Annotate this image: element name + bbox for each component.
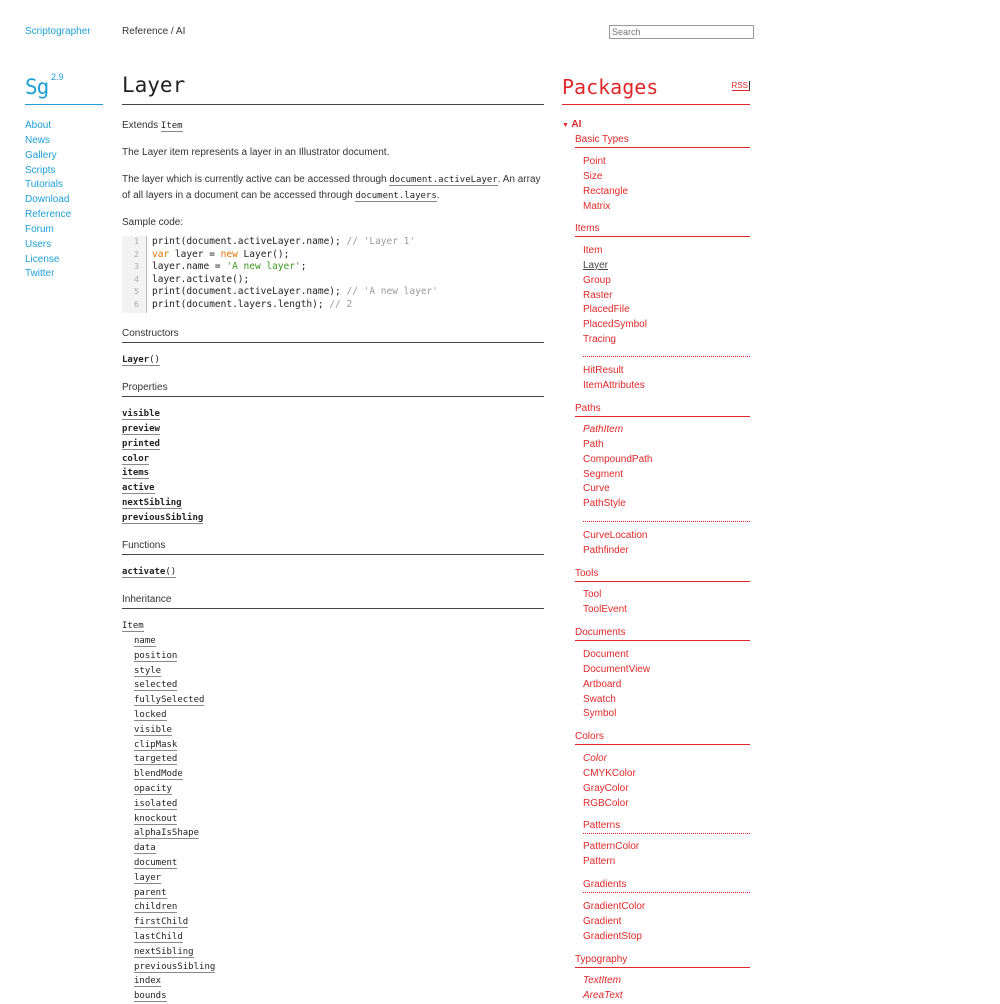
inherited-item[interactable] <box>134 767 215 782</box>
paths-list-extra <box>583 529 647 559</box>
package-ai[interactable] <box>562 119 581 130</box>
properties-heading: Properties <box>122 383 544 397</box>
package-ai-label: AI <box>571 119 582 130</box>
line-number: 4 <box>134 274 139 284</box>
constructor-parens: () <box>149 355 160 365</box>
property-item[interactable] <box>122 452 203 467</box>
code-line <box>152 249 438 262</box>
package-class-link[interactable]: CurveLocation <box>583 530 648 541</box>
package-class-link[interactable]: Document <box>583 649 629 660</box>
typography-list <box>583 974 623 1004</box>
package-class-link[interactable]: ToolEvent <box>583 603 627 615</box>
function-link[interactable]: activate <box>122 567 166 577</box>
inherited-item[interactable] <box>134 812 215 827</box>
desc2-text-b: . An array of all layers in a document can be accessed through <box>122 174 541 201</box>
property-item[interactable] <box>122 407 203 422</box>
code-keyword: new <box>220 248 238 260</box>
package-class-link[interactable]: TextItem <box>583 975 621 986</box>
inherited-link[interactable]: alphaIsShape <box>134 828 200 839</box>
package-class-link[interactable]: DocumentView <box>583 663 651 675</box>
inherited-item[interactable] <box>134 974 215 989</box>
package-class-link[interactable]: Raster <box>583 289 613 301</box>
inherited-link[interactable]: knockout <box>134 813 178 824</box>
inherited-item[interactable] <box>134 886 215 901</box>
logo-mark: Sg <box>25 75 49 99</box>
colors-list <box>583 752 636 811</box>
patterns-list <box>583 840 639 870</box>
inherited-link[interactable]: index <box>134 976 162 987</box>
main-nav <box>25 119 71 282</box>
inherited-item[interactable] <box>134 900 215 915</box>
inheritance-list <box>122 619 144 634</box>
inherited-link[interactable]: name <box>134 636 156 646</box>
code-text: Layer(); <box>237 248 290 260</box>
inherited-link[interactable]: children <box>134 902 178 913</box>
inheritance-heading: Inheritance <box>122 595 544 609</box>
subcategory-gradients[interactable]: Gradients <box>583 880 750 893</box>
property-item[interactable] <box>122 422 203 437</box>
package-class-link[interactable]: GradientStop <box>583 930 642 942</box>
property-link[interactable]: preview <box>122 423 160 434</box>
breadcrumb: Reference / AI <box>122 26 186 37</box>
items-list-extra <box>583 364 645 394</box>
inherited-item[interactable] <box>134 989 215 1004</box>
property-item[interactable] <box>122 437 203 452</box>
inherited-link[interactable]: bounds <box>134 991 167 1002</box>
inherited-link[interactable]: position <box>134 650 178 661</box>
property-link[interactable]: visible <box>122 409 160 419</box>
package-class-link[interactable]: Swatch <box>583 693 616 705</box>
inherited-link[interactable]: targeted <box>134 754 178 765</box>
inherited-link[interactable]: previousSibling <box>134 961 216 972</box>
line-number: 6 <box>134 299 139 309</box>
inherited-item[interactable] <box>134 738 215 753</box>
package-class-link[interactable]: Segment <box>583 468 624 480</box>
code-text: layer.activate(); <box>152 273 250 285</box>
function-parens: () <box>165 567 177 577</box>
package-class-link[interactable]: CompoundPath <box>583 453 653 465</box>
code-keyword: var <box>152 248 170 260</box>
inherited-link[interactable]: layer <box>134 872 162 883</box>
code-string: 'A new layer' <box>226 261 301 272</box>
nav-forum[interactable]: Forum <box>25 223 54 235</box>
inherited-link[interactable]: isolated <box>134 798 178 809</box>
nav-download[interactable]: Download <box>25 194 70 206</box>
inherited-item[interactable] <box>134 664 215 679</box>
constructor-item[interactable] <box>122 353 160 368</box>
inherited-item[interactable] <box>134 723 215 738</box>
version-label: 2.9 <box>51 72 64 82</box>
inherited-item[interactable] <box>134 915 215 930</box>
package-class-link[interactable]: HitResult <box>583 365 624 376</box>
description: The Layer item represents a layer in an Illustrator document. <box>122 147 390 158</box>
inherited-item[interactable] <box>134 871 215 886</box>
category-colors[interactable]: Colors <box>575 732 750 745</box>
package-class-link-current[interactable]: Layer <box>583 259 609 271</box>
package-class-link[interactable]: AreaText <box>583 989 623 1001</box>
package-class-link[interactable]: Item <box>583 245 603 256</box>
code-line <box>152 274 438 287</box>
packages-header <box>562 72 750 105</box>
package-class-link[interactable]: PlacedFile <box>583 304 630 316</box>
properties-list <box>122 407 203 526</box>
triangle-down-icon: ▼ <box>562 122 569 129</box>
package-class-link[interactable]: Gradient <box>583 915 622 927</box>
inherited-item[interactable] <box>134 634 215 649</box>
inherited-link[interactable]: clipMask <box>134 739 178 750</box>
inherited-link[interactable]: blendMode <box>134 769 183 780</box>
package-class-link[interactable]: GrayColor <box>583 782 629 794</box>
inherited-link[interactable]: fullySelected <box>134 695 205 706</box>
package-class-link[interactable]: Size <box>583 170 603 182</box>
extends-line <box>122 118 183 134</box>
subcategory-patterns[interactable]: Patterns <box>583 821 750 834</box>
inherited-item[interactable] <box>134 678 215 693</box>
property-link[interactable]: printed <box>122 438 160 449</box>
inherited-item[interactable] <box>134 782 215 797</box>
package-class-link[interactable]: Color <box>583 753 607 764</box>
line-number: 5 <box>134 287 139 296</box>
package-class-link[interactable]: CMYKColor <box>583 767 636 779</box>
line-number: 3 <box>134 262 139 271</box>
category-documents[interactable]: Documents <box>575 628 750 641</box>
package-class-link[interactable]: ItemAttributes <box>583 379 645 391</box>
logo[interactable] <box>25 72 103 105</box>
code-line <box>152 236 438 249</box>
package-class-link[interactable]: Symbol <box>583 708 617 720</box>
code-lines <box>152 236 438 311</box>
inherit-class-item[interactable] <box>122 619 144 634</box>
inherited-item[interactable] <box>134 960 215 975</box>
inherited-item[interactable] <box>134 708 215 723</box>
package-class-link[interactable]: Point <box>583 156 606 167</box>
code-comment: // 'Layer 1' <box>346 236 416 247</box>
page-title: Layer <box>122 72 544 105</box>
code-line <box>152 286 438 299</box>
documents-list <box>583 648 650 722</box>
inherited-link[interactable]: visible <box>134 724 172 735</box>
paths-list <box>583 423 653 512</box>
inherited-link[interactable]: nextSibling <box>134 946 194 957</box>
category-basic-types[interactable]: Basic Types <box>575 135 750 148</box>
code-line <box>152 261 438 274</box>
property-item[interactable] <box>122 481 203 496</box>
gradients-list <box>583 900 645 945</box>
code-line <box>152 299 438 312</box>
inherited-item[interactable] <box>134 649 215 664</box>
layers-link[interactable]: document.layers <box>355 191 437 201</box>
nav-twitter[interactable]: Twitter <box>25 268 55 280</box>
nav-tutorials[interactable]: Tutorials <box>25 179 63 191</box>
search-input[interactable] <box>609 25 754 39</box>
active-layer-link[interactable]: document.activeLayer <box>389 175 498 185</box>
site-home-link[interactable]: Scriptographer <box>25 26 91 37</box>
extends-prefix: Extends <box>122 120 159 131</box>
constructors-list <box>122 353 160 368</box>
line-number: 1 <box>134 237 139 246</box>
package-class-link[interactable]: RGBColor <box>583 797 629 809</box>
package-class-link[interactable]: Artboard <box>583 678 622 690</box>
extends-class-link[interactable]: Item <box>160 121 183 131</box>
code-comment: // 2 <box>329 298 353 310</box>
function-item[interactable] <box>122 565 176 580</box>
inherited-item[interactable] <box>134 752 215 767</box>
functions-heading: Functions <box>122 541 544 555</box>
code-text: print(document.layers.length); <box>152 298 330 310</box>
package-class-link[interactable]: Rectangle <box>583 185 629 197</box>
package-class-link[interactable]: PlacedSymbol <box>583 319 647 331</box>
code-text: print(document.activeLayer.name); <box>152 286 347 297</box>
package-class-link[interactable]: Curve <box>583 483 610 495</box>
desc2-text-c: . <box>436 190 440 201</box>
divider <box>583 356 750 357</box>
category-tools[interactable]: Tools <box>575 569 750 582</box>
inherited-link[interactable]: firstChild <box>134 917 189 928</box>
package-class-link[interactable]: PatternColor <box>583 841 640 852</box>
inherited-members <box>134 634 215 1004</box>
inherited-link[interactable]: lastChild <box>134 931 183 942</box>
inherited-item[interactable] <box>134 930 215 945</box>
inherited-item[interactable] <box>134 693 215 708</box>
inherited-link[interactable]: selected <box>134 680 178 691</box>
inherited-item[interactable] <box>134 841 215 856</box>
category-items[interactable]: Items <box>575 224 750 237</box>
inherited-link[interactable]: locked <box>134 709 167 720</box>
inherited-item[interactable] <box>134 945 215 960</box>
category-typography[interactable]: Typography <box>575 955 750 968</box>
items-list <box>583 244 647 348</box>
inherited-link[interactable]: opacity <box>134 783 172 794</box>
packages-title: Packages <box>562 75 659 99</box>
package-class-link[interactable]: PathStyle <box>583 498 626 510</box>
code-gutter <box>122 236 147 313</box>
package-class-link[interactable]: PathItem <box>583 424 624 435</box>
property-item[interactable] <box>122 496 203 511</box>
nav-gallery[interactable]: Gallery <box>25 149 57 161</box>
nav-scripts[interactable]: Scripts <box>25 164 56 176</box>
property-item[interactable] <box>122 466 203 481</box>
nav-license[interactable]: License <box>25 253 60 265</box>
package-class-link[interactable]: Group <box>583 274 611 286</box>
nav-news[interactable]: News <box>25 134 51 146</box>
property-link[interactable]: nextSibling <box>122 498 182 509</box>
description-2 <box>122 172 544 204</box>
divider <box>583 521 750 522</box>
inherited-item[interactable] <box>134 856 215 871</box>
code-text: print(document.activeLayer.name); <box>152 236 347 247</box>
constructors-heading: Constructors <box>122 329 544 343</box>
property-link[interactable]: color <box>122 453 150 464</box>
constructor-link[interactable]: Layer <box>122 355 150 365</box>
package-class-link[interactable]: Pattern <box>583 855 616 867</box>
desc2-text-a: The layer which is currently active can be accessed through <box>122 174 387 185</box>
inherited-link[interactable]: style <box>134 665 162 676</box>
package-class-link[interactable]: Matrix <box>583 200 611 212</box>
main-content <box>122 72 544 105</box>
property-link[interactable]: previousSibling <box>122 512 204 523</box>
nav-reference[interactable]: Reference <box>25 209 72 221</box>
sample-code-label: Sample code: <box>122 217 184 228</box>
package-class-link[interactable]: GradientColor <box>583 901 646 912</box>
inherited-link[interactable]: document <box>134 857 178 868</box>
rss-link[interactable]: RSS <box>731 81 748 90</box>
inherited-item[interactable] <box>134 797 215 812</box>
property-link[interactable]: items <box>122 468 150 479</box>
tools-list <box>583 588 627 618</box>
code-text: ; <box>300 261 307 272</box>
inherited-link[interactable]: parent <box>134 887 167 898</box>
inherit-class-link[interactable]: Item <box>122 621 144 631</box>
nav-about[interactable]: About <box>25 120 52 131</box>
property-link[interactable]: active <box>122 483 155 494</box>
package-class-link[interactable]: Tool <box>583 589 602 600</box>
inherited-item[interactable] <box>134 826 215 841</box>
code-text: layer = <box>169 248 221 260</box>
nav-users[interactable]: Users <box>25 238 52 250</box>
code-text: layer.name = <box>152 261 227 272</box>
basic-types-list <box>583 155 628 214</box>
functions-list <box>122 565 176 580</box>
code-comment: // 'A new layer' <box>346 286 438 297</box>
package-class-link[interactable]: Path <box>583 438 604 450</box>
property-item[interactable] <box>122 511 203 526</box>
package-class-link[interactable]: Tracing <box>583 334 616 346</box>
line-number: 2 <box>134 249 139 259</box>
package-class-link[interactable]: Pathfinder <box>583 544 629 556</box>
category-paths[interactable]: Paths <box>575 404 750 417</box>
inherited-link[interactable]: data <box>134 843 156 854</box>
